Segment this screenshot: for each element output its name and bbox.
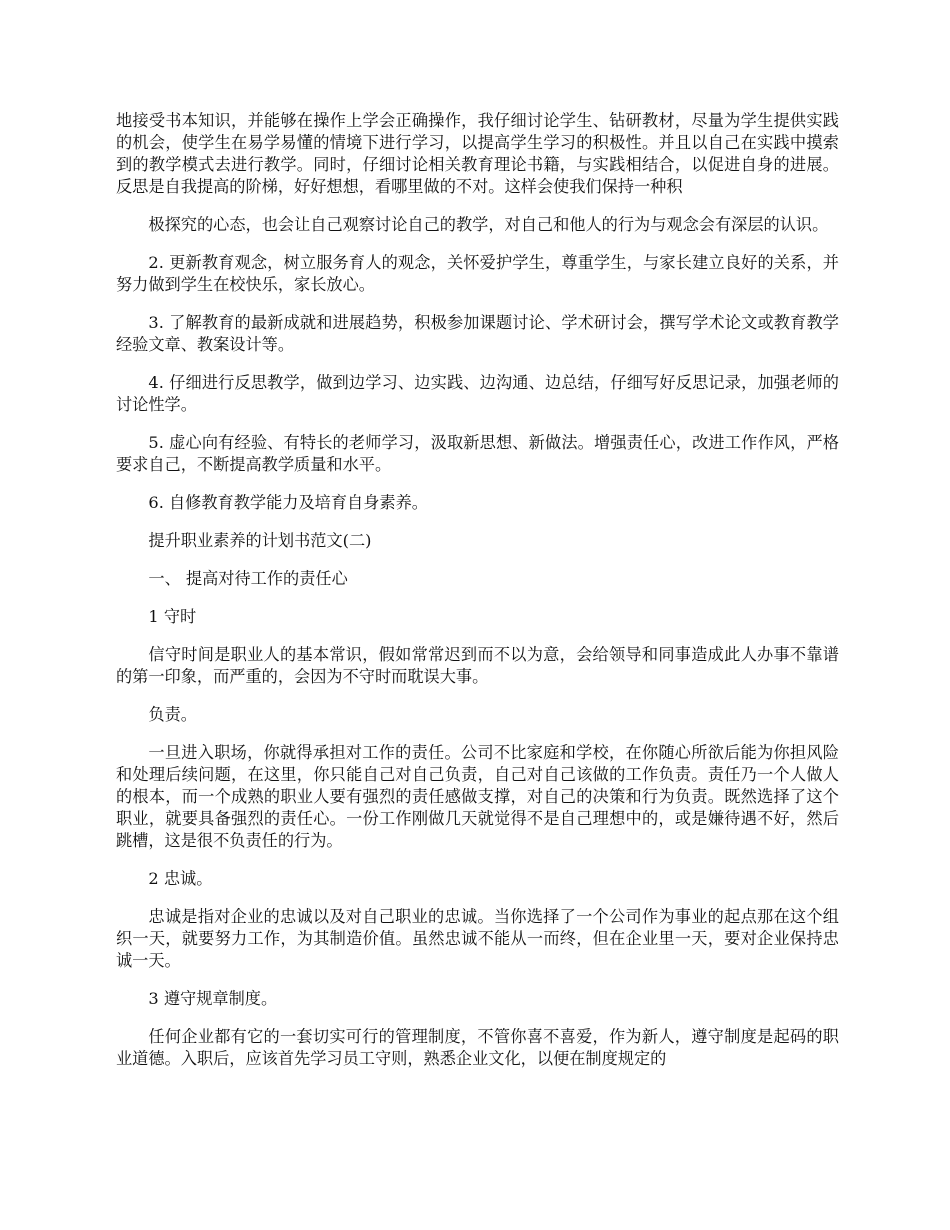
paragraph: 任何企业都有它的一套切实可行的管理制度，不管你喜不喜爱，作为新人，遵守制度是起码的职业道德。入职后，应该首先学习员工守则，熟悉企业文化，以便在制度规定的 [116,1027,839,1068]
subheading-rules: 3 遵守规章制度。 [148,989,278,1008]
list-item-5: 5. 虚心向有经验、有特长的老师学习，汲取新思想、新做法。增强责任心，改进工作作风，严格要求自己，不断提高教学质量和水平。 [116,433,839,474]
subheading-loyalty: 2 忠诚。 [148,869,213,888]
paragraph: 忠诚是指对企业的忠诚以及对自己职业的忠诚。当你选择了一个公司作为事业的起点那在这个组织一天，就要努力工作，为其制造价值。虽然忠诚不能从一而终，但在企业里一天，要对企业保持忠诚一天。 [116,907,839,970]
paragraph: 信守时间是职业人的基本常识，假如常常迟到而不以为意，会给领导和同事造成此人办事不靠谱的第一印象，而严重的，会因为不守时而耽误大事。 [116,645,839,686]
section-heading-1: 一、 提高对待工作的责任心 [148,569,348,588]
list-item-3: 3. 了解教育的最新成就和进展趋势，积极参加课题讨论、学术研讨会，撰写学术论文或教育教学经验文章、教案设计等。 [116,313,839,354]
subheading-punctuality: 1 守时 [148,607,197,626]
list-item-4: 4. 仔细进行反思教学，做到边学习、边实践、边沟通、边总结，仔细写好反思记录，加强老师的讨论性学。 [116,373,839,414]
section-title: 提升职业素养的计划书范文(二) [148,531,372,550]
paragraph: 一旦进入职场，你就得承担对工作的责任。公司不比家庭和学校，在你随心所欲后能为你担风险和处理后续问题，在这里，你只能自己对自己负责，自己对自己该做的工作负责。责任乃一个人做人的根本，而一个成熟的职业人要有强烈的责任感做支撑，对自己的决策和行为负责。既然选择了这个职业，就要具备强烈的责任心。一份工作刚做几天就觉得不是自己理想中的，或是嫌待遇不好，然后跳槽，这是很不负责任的行为。 [116,743,839,850]
paragraph-continued: 地接受书本知识，并能够在操作上学会正确操作，我仔细讨论学生、钻研教材，尽量为学生提供实践的机会，使学生在易学易懂的情境下进行学习，以提高学生学习的积极性。并且以自己在实践中摸索到的教学模式去进行教学。同时，仔细讨论相关教育理论书籍，与实践相结合，以促进自身的进展。反思是自我提高的阶梯，好好想想，看哪里做的不对。这样会使我们保持一种积 [116,111,839,196]
subheading-responsibility: 负责。 [148,705,197,724]
list-item-2: 2. 更新教育观念，树立服务育人的观念，关怀爱护学生，尊重学生，与家长建立良好的关系，并努力做到学生在校快乐，家长放心。 [116,253,839,294]
list-item-6: 6. 自修教育教学能力及培育自身素养。 [148,493,428,512]
document-body [116,110,839,1086]
paragraph: 极探究的心态，也会让自己观察讨论自己的教学，对自己和他人的行为与观念会有深层的认识。 [148,215,829,234]
